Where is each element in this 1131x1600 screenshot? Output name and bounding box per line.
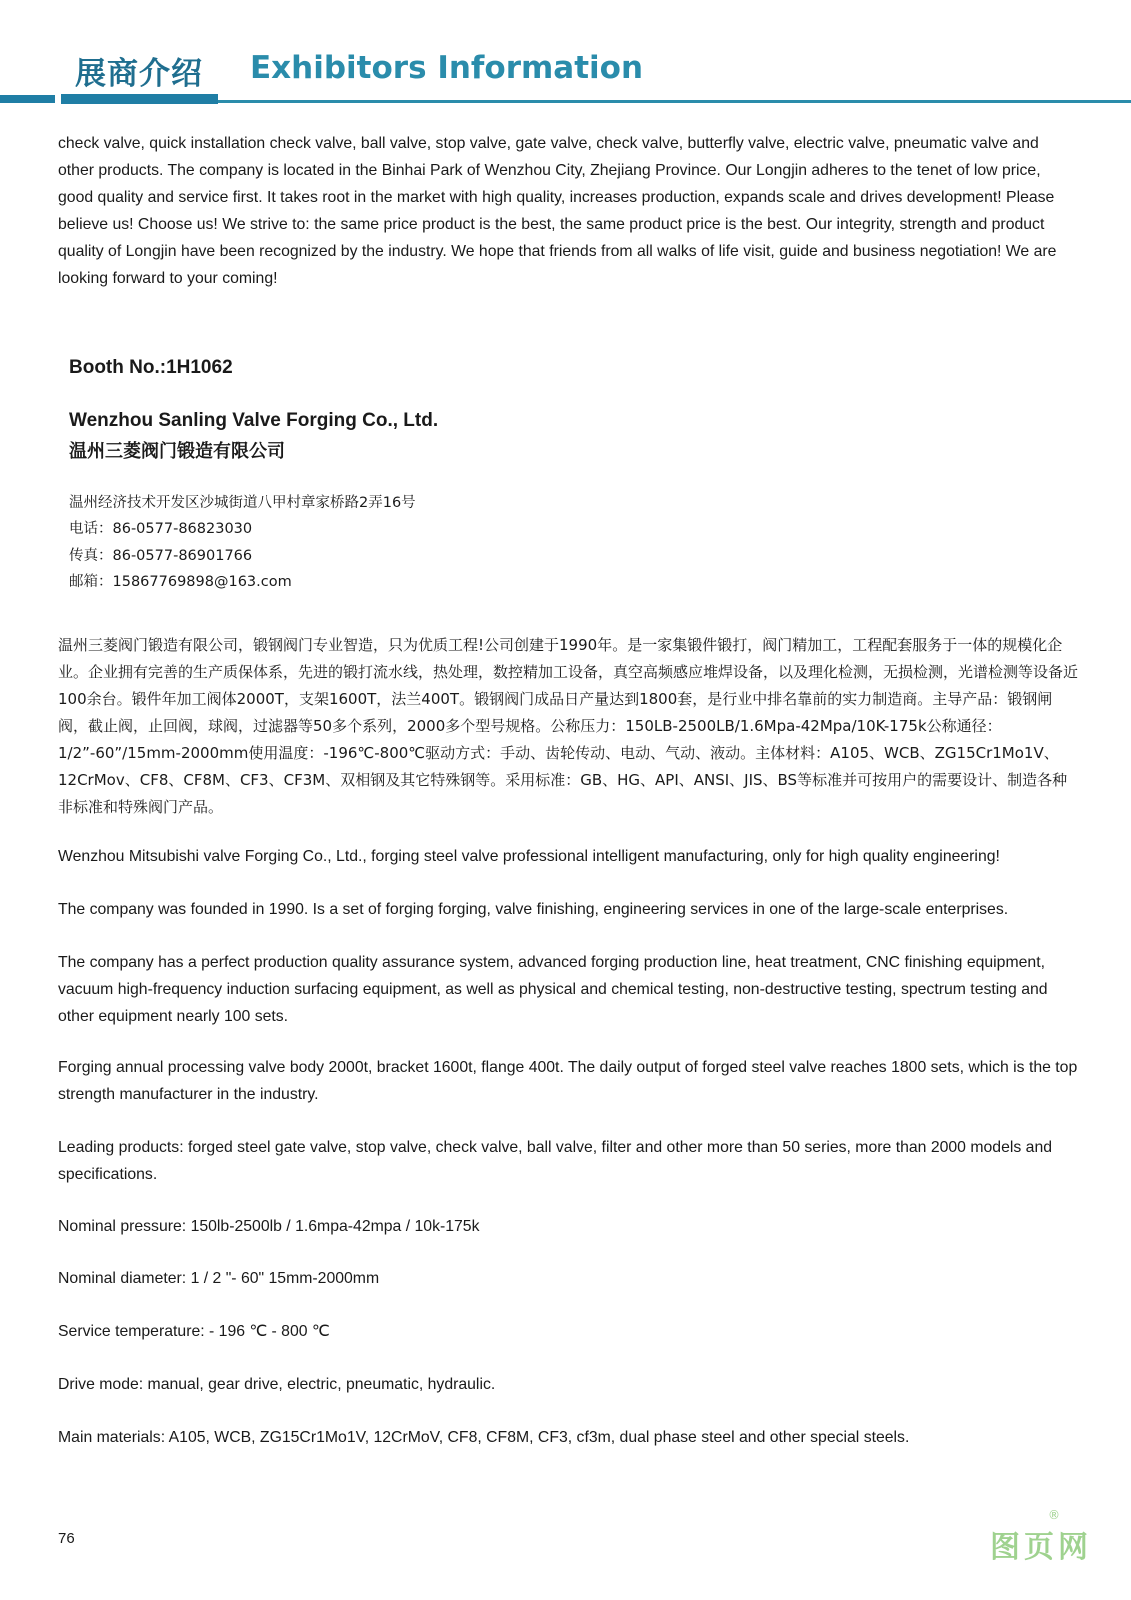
description-en-5: Leading products: forged steel gate valve, stop valve, check valve, ball valve, filter and other more than 50 series, more than 2000 models and specifications. <box>58 1139 1053 1183</box>
header-rule-left <box>0 95 55 103</box>
description-en-4: Forging annual processing valve body 2000t, bracket 1600t, flange 400t. The daily output of forged steel valve reaches 1800 sets, which is the top strength manufacturer in the industry. <box>58 1059 1078 1103</box>
company-name-en: Wenzhou Sanling Valve Forging Co., Ltd. <box>69 410 439 431</box>
company-phone: 电话：86-0577-86823030 <box>69 521 253 537</box>
nominal-diameter: Nominal diameter: 1 / 2 "- 60" 15mm-2000mm <box>58 1270 380 1287</box>
page-number: 76 <box>58 1530 75 1547</box>
description-en-1: Wenzhou Mitsubishi valve Forging Co., Ltd., forging steel valve professional intelligent manufacturing, only for high quality engineering! <box>58 848 1000 865</box>
header-rule-main <box>218 100 1131 103</box>
company-address: 温州经济技术开发区沙城街道八甲村章家桥路2弄16号 <box>69 495 416 511</box>
company-fax: 传真：86-0577-86901766 <box>69 548 253 564</box>
header-title-cn: 展商介绍 <box>75 56 203 92</box>
drive-mode: Drive mode: manual, gear drive, electric, pneumatic, hydraulic. <box>58 1376 496 1393</box>
company-email: 邮箱：15867769898@163.com <box>69 574 292 590</box>
header-rule-tab <box>61 94 218 104</box>
registered-mark: ® <box>1048 1508 1060 1522</box>
booth-number: Booth No.:1H1062 <box>69 357 233 378</box>
main-materials: Main materials: A105, WCB, ZG15Cr1Mo1V, 12CrMoV, CF8, CF8M, CF3, cf3m, dual phase steel and other special steels. <box>58 1429 910 1446</box>
watermark-logo: 图页网 <box>990 1530 1092 1565</box>
intro-paragraph: check valve, quick installation check valve, ball valve, stop valve, gate valve, check valve, butterfly valve, electric valve, pneumatic valve and other products. The company is located in the Binhai Park of Wenzhou City, Zhejiang Province. Our Longjin adheres to the tenet of low price, good quality and service first. It takes root in the market with high quality, increases production, expands scale and drives development! Please believe us! Choose us! We strive to: the same price product is the best, the same product price is the best. Our integrity, strength and product quality of Longjin have been recognized by the industry. We hope that friends from all walks of life visit, guide and business negotiation! We are looking forward to your coming! <box>58 135 1057 287</box>
nominal-pressure: Nominal pressure: 150lb-2500lb / 1.6mpa-42mpa / 10k-175k <box>58 1218 480 1235</box>
company-name-cn: 温州三菱阀门锻造有限公司 <box>69 441 285 462</box>
page-header <box>0 0 1131 110</box>
header-title-en: Exhibitors Information <box>250 50 644 86</box>
description-en-3: The company has a perfect production quality assurance system, advanced forging production line, heat treatment, CNC finishing equipment, vacuum high-frequency induction surfacing equipment, as well as physical and chemical testing, non-destructive testing, spectrum testing and other equipment nearly 100 sets. <box>58 954 1048 1025</box>
service-temperature: Service temperature: - 196 ℃ - 800 ℃ <box>58 1323 330 1340</box>
description-cn: 温州三菱阀门锻造有限公司，锻钢阀门专业智造，只为优质工程!公司创建于1990年。是一家集锻件锻打，阀门精加工，工程配套服务于一体的规模化企业。企业拥有完善的生产质保体系，先进的锻打流水线，热处理，数控精加工设备，真空高频感应堆焊设备，以及理化检测，无损检测，光谱检测等设备近100余台。锻件年加工阀体2000T，支架1600T，法兰400T。锻钢阀门成品日产量达到1800套，是行业中排名靠前的实力制造商。主导产品：锻钢闸阀，截止阀，止回阀，球阀，过滤器等50多个系列，2000多个型号规格。公称压力：150LB-2500LB/1.6Mpa-42Mpa/10K-175k公称通径：1/2”-60”/15mm-2000mm使用温度：-196℃-800℃驱动方式：手动、齿轮传动、电动、气动、液动。主体材料：A105、WCB、ZG15Cr1Mo1V、12CrMov、CF8、CF8M、CF3、CF3M、双相钢及其它特殊钢等。采用标准：GB、HG、API、ANSI、JIS、BS等标准并可按用户的需要设计、制造各种非标准和特殊阀门产品。 <box>58 636 1079 816</box>
description-en-2: The company was founded in 1990. Is a set of forging forging, valve finishing, engineering services in one of the large-scale enterprises. <box>58 901 1009 918</box>
